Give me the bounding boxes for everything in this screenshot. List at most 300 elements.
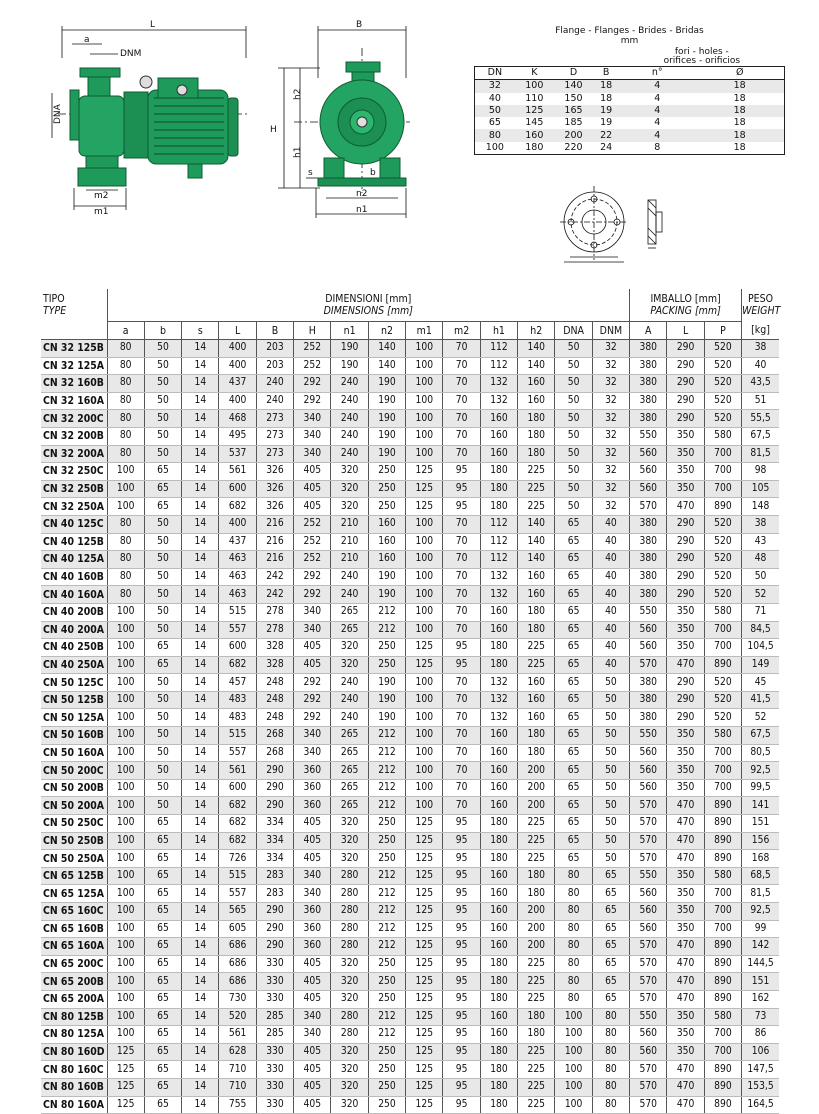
table-cell: 84,5 bbox=[742, 621, 779, 639]
flange-row bbox=[475, 93, 785, 105]
pump-model-name: CN 50 250B bbox=[41, 832, 107, 850]
table-cell: 463 bbox=[219, 568, 256, 586]
table-cell: 71 bbox=[742, 603, 779, 621]
dimension-column-header: b bbox=[144, 322, 181, 340]
pump-model-row bbox=[41, 990, 779, 1008]
table-cell: 14 bbox=[182, 709, 219, 727]
table-cell: 70 bbox=[443, 797, 480, 815]
table-cell: 180 bbox=[518, 621, 555, 639]
table-cell: 280 bbox=[331, 1008, 368, 1026]
table-cell: 14 bbox=[182, 1078, 219, 1096]
table-cell: 380 bbox=[630, 357, 667, 375]
table-cell: 890 bbox=[704, 973, 741, 991]
table-cell: 700 bbox=[704, 639, 741, 657]
table-cell: 80 bbox=[592, 1008, 629, 1026]
table-cell: 45 bbox=[742, 674, 779, 692]
table-cell: 164,5 bbox=[742, 1096, 779, 1114]
table-cell: 14 bbox=[182, 920, 219, 938]
tipo-header bbox=[41, 289, 107, 322]
table-cell: 292 bbox=[294, 392, 331, 410]
table-cell: 50 bbox=[555, 463, 592, 481]
table-cell: 100 bbox=[406, 744, 443, 762]
table-cell: 280 bbox=[331, 938, 368, 956]
dimensions-table bbox=[41, 289, 779, 1114]
table-cell: 890 bbox=[704, 850, 741, 868]
flange-cell: 200 bbox=[554, 129, 593, 141]
table-cell: 65 bbox=[555, 603, 592, 621]
table-cell: 890 bbox=[704, 938, 741, 956]
table-cell: 405 bbox=[294, 955, 331, 973]
table-cell: 225 bbox=[518, 850, 555, 868]
table-cell: 350 bbox=[667, 867, 704, 885]
table-cell: 65 bbox=[555, 674, 592, 692]
table-cell: 212 bbox=[368, 797, 405, 815]
table-cell: 682 bbox=[219, 498, 256, 516]
table-cell: 326 bbox=[256, 463, 293, 481]
table-cell: 14 bbox=[182, 357, 219, 375]
table-cell: 100 bbox=[107, 727, 144, 745]
table-cell: 40 bbox=[592, 515, 629, 533]
pump-model-name: CN 80 160A bbox=[41, 1096, 107, 1114]
table-cell: 65 bbox=[144, 850, 181, 868]
table-cell: 100 bbox=[406, 586, 443, 604]
table-cell: 95 bbox=[443, 903, 480, 921]
table-cell: 14 bbox=[182, 568, 219, 586]
table-cell: 50 bbox=[144, 779, 181, 797]
table-cell: 225 bbox=[518, 639, 555, 657]
dimension-column-header: H bbox=[294, 322, 331, 340]
table-cell: 340 bbox=[294, 885, 331, 903]
table-cell: 320 bbox=[331, 832, 368, 850]
table-cell: 65 bbox=[144, 903, 181, 921]
table-cell: 65 bbox=[555, 797, 592, 815]
table-cell: 200 bbox=[518, 938, 555, 956]
pump-model-row bbox=[41, 1026, 779, 1044]
table-cell: 73 bbox=[742, 1008, 779, 1026]
table-cell: 350 bbox=[667, 445, 704, 463]
table-cell: 14 bbox=[182, 744, 219, 762]
table-cell: 285 bbox=[256, 1008, 293, 1026]
table-cell: 557 bbox=[219, 744, 256, 762]
table-cell: 468 bbox=[219, 410, 256, 428]
table-cell: 65 bbox=[144, 938, 181, 956]
flange-cell: 125 bbox=[515, 105, 554, 117]
table-cell: 65 bbox=[144, 885, 181, 903]
table-cell: 252 bbox=[294, 515, 331, 533]
table-cell: 570 bbox=[630, 656, 667, 674]
table-cell: 212 bbox=[368, 762, 405, 780]
table-cell: 100 bbox=[107, 920, 144, 938]
table-cell: 160 bbox=[518, 674, 555, 692]
table-cell: 144,5 bbox=[742, 955, 779, 973]
pump-model-name: CN 65 200C bbox=[41, 955, 107, 973]
pump-front-view-drawing bbox=[270, 18, 420, 223]
dimensioni-label: DIMENSIONI [mm] bbox=[325, 293, 412, 305]
table-cell: 560 bbox=[630, 1043, 667, 1061]
table-cell: 520 bbox=[704, 586, 741, 604]
table-cell: 190 bbox=[368, 674, 405, 692]
table-cell: 290 bbox=[667, 533, 704, 551]
table-cell: 682 bbox=[219, 797, 256, 815]
table-cell: 225 bbox=[518, 1078, 555, 1096]
table-cell: 95 bbox=[443, 850, 480, 868]
pump-model-name: CN 32 200C bbox=[41, 410, 107, 428]
table-cell: 95 bbox=[443, 815, 480, 833]
table-cell: 290 bbox=[667, 674, 704, 692]
table-cell: 65 bbox=[555, 832, 592, 850]
table-cell: 70 bbox=[443, 691, 480, 709]
table-cell: 580 bbox=[704, 867, 741, 885]
table-cell: 70 bbox=[443, 586, 480, 604]
pump-model-row bbox=[41, 392, 779, 410]
table-cell: 700 bbox=[704, 762, 741, 780]
table-cell: 40 bbox=[592, 568, 629, 586]
table-cell: 890 bbox=[704, 498, 741, 516]
table-cell: 70 bbox=[443, 551, 480, 569]
dimension-column-header: L bbox=[667, 322, 704, 340]
table-cell: 70 bbox=[443, 568, 480, 586]
pump-model-row bbox=[41, 709, 779, 727]
table-cell: 283 bbox=[256, 885, 293, 903]
table-cell: 686 bbox=[219, 955, 256, 973]
table-cell: 560 bbox=[630, 621, 667, 639]
table-cell: 520 bbox=[219, 1008, 256, 1026]
table-cell: 520 bbox=[704, 533, 741, 551]
table-cell: 40 bbox=[592, 621, 629, 639]
table-cell: 600 bbox=[219, 639, 256, 657]
table-cell: 180 bbox=[518, 1008, 555, 1026]
table-cell: 180 bbox=[480, 1096, 517, 1114]
pump-model-name: CN 65 160C bbox=[41, 903, 107, 921]
pump-model-name: CN 50 125C bbox=[41, 674, 107, 692]
table-cell: 200 bbox=[518, 920, 555, 938]
table-cell: 470 bbox=[667, 1096, 704, 1114]
table-cell: 250 bbox=[368, 480, 405, 498]
table-cell: 80 bbox=[555, 867, 592, 885]
table-cell: 98 bbox=[742, 463, 779, 481]
table-cell: 14 bbox=[182, 392, 219, 410]
table-cell: 250 bbox=[368, 1078, 405, 1096]
table-cell: 100 bbox=[107, 498, 144, 516]
table-cell: 350 bbox=[667, 762, 704, 780]
table-cell: 100 bbox=[107, 480, 144, 498]
table-cell: 32 bbox=[592, 427, 629, 445]
table-cell: 360 bbox=[294, 797, 331, 815]
table-cell: 14 bbox=[182, 463, 219, 481]
table-cell: 252 bbox=[294, 357, 331, 375]
dim-label-L: L bbox=[150, 20, 156, 30]
dimension-column-header: L bbox=[219, 322, 256, 340]
table-cell: 125 bbox=[406, 656, 443, 674]
table-cell: 330 bbox=[256, 1078, 293, 1096]
table-cell: 80 bbox=[107, 340, 144, 358]
table-cell: 890 bbox=[704, 955, 741, 973]
table-cell: 50 bbox=[555, 340, 592, 358]
table-cell: 405 bbox=[294, 1078, 331, 1096]
flange-cell: 140 bbox=[554, 80, 593, 93]
table-cell: 100 bbox=[406, 445, 443, 463]
table-cell: 470 bbox=[667, 973, 704, 991]
flange-cell: 110 bbox=[525, 92, 544, 104]
table-cell: 65 bbox=[144, 656, 181, 674]
table-cell: 320 bbox=[331, 498, 368, 516]
table-cell: 405 bbox=[294, 832, 331, 850]
table-cell: 180 bbox=[518, 427, 555, 445]
table-cell: 147,5 bbox=[742, 1061, 779, 1079]
pump-model-row bbox=[41, 533, 779, 551]
table-cell: 180 bbox=[518, 445, 555, 463]
table-cell: 14 bbox=[182, 850, 219, 868]
table-cell: 65 bbox=[592, 867, 629, 885]
flange-cell: 22 bbox=[593, 129, 619, 141]
table-cell: 140 bbox=[518, 533, 555, 551]
pump-model-name: CN 40 125B bbox=[41, 533, 107, 551]
table-cell: 125 bbox=[406, 955, 443, 973]
table-cell: 14 bbox=[182, 533, 219, 551]
table-cell: 140 bbox=[518, 357, 555, 375]
table-cell: 240 bbox=[331, 445, 368, 463]
table-cell: 292 bbox=[294, 691, 331, 709]
table-cell: 483 bbox=[219, 709, 256, 727]
table-cell: 80 bbox=[555, 990, 592, 1008]
pump-model-name: CN 50 160B bbox=[41, 727, 107, 745]
dimension-column-header: h1 bbox=[480, 322, 517, 340]
table-cell: 80,5 bbox=[742, 744, 779, 762]
table-cell: 92,5 bbox=[742, 903, 779, 921]
table-cell: 65 bbox=[592, 990, 629, 1008]
flange-row bbox=[475, 80, 785, 93]
table-cell: 65 bbox=[144, 973, 181, 991]
table-cell: 495 bbox=[219, 427, 256, 445]
table-cell: 160 bbox=[480, 938, 517, 956]
flange-cell: 18 bbox=[695, 129, 784, 141]
table-cell: 40 bbox=[592, 603, 629, 621]
pump-model-row bbox=[41, 1078, 779, 1096]
flange-unit: mm bbox=[620, 36, 639, 46]
table-cell: 14 bbox=[182, 903, 219, 921]
table-cell: 350 bbox=[667, 603, 704, 621]
table-cell: 50 bbox=[144, 340, 181, 358]
table-cell: 470 bbox=[667, 1061, 704, 1079]
table-cell: 50 bbox=[144, 691, 181, 709]
pump-model-row bbox=[41, 903, 779, 921]
table-cell: 290 bbox=[667, 357, 704, 375]
table-cell: 515 bbox=[219, 603, 256, 621]
table-cell: 290 bbox=[667, 709, 704, 727]
pump-model-name: CN 32 250C bbox=[41, 463, 107, 481]
holes-header-line1: fori - holes - bbox=[674, 47, 729, 57]
table-cell: 240 bbox=[331, 674, 368, 692]
table-cell: 682 bbox=[219, 832, 256, 850]
table-cell: 180 bbox=[518, 885, 555, 903]
flange-cell: 32 bbox=[475, 80, 515, 93]
table-cell: 100 bbox=[406, 709, 443, 727]
table-cell: 50 bbox=[592, 691, 629, 709]
table-cell: 100 bbox=[107, 990, 144, 1008]
flange-table bbox=[474, 48, 785, 155]
table-cell: 100 bbox=[406, 691, 443, 709]
table-cell: 561 bbox=[219, 463, 256, 481]
table-cell: 360 bbox=[294, 779, 331, 797]
table-cell: 50 bbox=[555, 445, 592, 463]
table-cell: 212 bbox=[368, 621, 405, 639]
table-cell: 65 bbox=[144, 1078, 181, 1096]
weight-label: WEIGHT bbox=[742, 305, 781, 318]
table-cell: 50 bbox=[592, 762, 629, 780]
dim-label-h1: h1 bbox=[293, 146, 303, 158]
table-cell: 600 bbox=[219, 480, 256, 498]
table-cell: 100 bbox=[406, 568, 443, 586]
table-cell: 350 bbox=[667, 903, 704, 921]
table-cell: 140 bbox=[368, 357, 405, 375]
pump-model-name: CN 32 125A bbox=[41, 357, 107, 375]
pump-model-name: CN 50 250C bbox=[41, 815, 107, 833]
table-cell: 80 bbox=[107, 586, 144, 604]
table-cell: 210 bbox=[331, 515, 368, 533]
table-cell: 100 bbox=[406, 375, 443, 393]
table-cell: 67,5 bbox=[742, 427, 779, 445]
table-cell: 160 bbox=[480, 762, 517, 780]
weight-group-header bbox=[742, 289, 779, 322]
table-cell: 132 bbox=[480, 392, 517, 410]
table-cell: 320 bbox=[331, 463, 368, 481]
table-cell: 65 bbox=[555, 515, 592, 533]
flange-cell: 19 bbox=[593, 105, 619, 117]
table-cell: 80 bbox=[107, 427, 144, 445]
table-cell: 14 bbox=[182, 410, 219, 428]
pump-model-row bbox=[41, 867, 779, 885]
table-cell: 250 bbox=[368, 955, 405, 973]
table-cell: 100 bbox=[406, 340, 443, 358]
table-cell: 180 bbox=[480, 656, 517, 674]
dimensions-group-header bbox=[107, 289, 630, 322]
table-cell: 50 bbox=[144, 603, 181, 621]
table-cell: 570 bbox=[630, 797, 667, 815]
flange-cell: 50 bbox=[475, 105, 515, 117]
table-cell: 140 bbox=[518, 340, 555, 358]
packing-group-header bbox=[630, 289, 742, 322]
table-cell: 334 bbox=[256, 815, 293, 833]
table-cell: 65 bbox=[555, 850, 592, 868]
table-cell: 95 bbox=[443, 498, 480, 516]
table-cell: 280 bbox=[331, 885, 368, 903]
table-cell: 330 bbox=[256, 990, 293, 1008]
table-cell: 50 bbox=[592, 797, 629, 815]
table-cell: 100 bbox=[406, 621, 443, 639]
flange-cell: 18 bbox=[695, 142, 784, 155]
table-cell: 100 bbox=[406, 551, 443, 569]
table-cell: 570 bbox=[630, 850, 667, 868]
table-cell: 99,5 bbox=[742, 779, 779, 797]
pump-model-name: CN 32 160A bbox=[41, 392, 107, 410]
table-cell: 100 bbox=[406, 357, 443, 375]
dim-label-dna: DNA bbox=[53, 104, 63, 124]
table-cell: 560 bbox=[630, 480, 667, 498]
table-cell: 14 bbox=[182, 586, 219, 604]
table-cell: 320 bbox=[331, 955, 368, 973]
table-cell: 180 bbox=[480, 815, 517, 833]
table-cell: 140 bbox=[368, 340, 405, 358]
table-cell: 265 bbox=[331, 779, 368, 797]
table-cell: 190 bbox=[368, 392, 405, 410]
table-cell: 278 bbox=[256, 621, 293, 639]
table-cell: 160 bbox=[480, 1008, 517, 1026]
table-cell: 380 bbox=[630, 586, 667, 604]
table-cell: 40 bbox=[742, 357, 779, 375]
table-cell: 32 bbox=[592, 463, 629, 481]
table-cell: 14 bbox=[182, 1026, 219, 1044]
table-cell: 65 bbox=[592, 903, 629, 921]
table-cell: 557 bbox=[219, 621, 256, 639]
table-cell: 380 bbox=[630, 340, 667, 358]
table-cell: 51 bbox=[742, 392, 779, 410]
table-cell: 190 bbox=[368, 375, 405, 393]
table-cell: 292 bbox=[294, 375, 331, 393]
table-cell: 52 bbox=[742, 586, 779, 604]
dimension-column-header: h2 bbox=[518, 322, 555, 340]
table-cell: 95 bbox=[443, 938, 480, 956]
table-cell: 340 bbox=[294, 1026, 331, 1044]
table-cell: 240 bbox=[331, 427, 368, 445]
table-cell: 405 bbox=[294, 973, 331, 991]
table-cell: 212 bbox=[368, 920, 405, 938]
table-cell: 104,5 bbox=[742, 639, 779, 657]
table-cell: 65 bbox=[555, 551, 592, 569]
pump-model-row bbox=[41, 674, 779, 692]
table-cell: 160 bbox=[518, 586, 555, 604]
table-cell: 248 bbox=[256, 691, 293, 709]
table-cell: 125 bbox=[406, 1008, 443, 1026]
table-cell: 265 bbox=[331, 621, 368, 639]
table-cell: 190 bbox=[331, 340, 368, 358]
table-cell: 70 bbox=[443, 375, 480, 393]
table-cell: 112 bbox=[480, 551, 517, 569]
pump-model-name: CN 50 125A bbox=[41, 709, 107, 727]
table-cell: 520 bbox=[704, 691, 741, 709]
table-cell: 125 bbox=[406, 938, 443, 956]
table-cell: 180 bbox=[480, 990, 517, 1008]
table-cell: 95 bbox=[443, 955, 480, 973]
pump-model-name: CN 40 160A bbox=[41, 586, 107, 604]
table-cell: 40 bbox=[592, 639, 629, 657]
table-cell: 290 bbox=[256, 779, 293, 797]
dimensions-label: DIMENSIONS [mm] bbox=[323, 305, 413, 317]
table-cell: 14 bbox=[182, 797, 219, 815]
table-cell: 151 bbox=[742, 973, 779, 991]
table-cell: 250 bbox=[368, 1043, 405, 1061]
table-cell: 330 bbox=[256, 1061, 293, 1079]
table-cell: 105 bbox=[742, 480, 779, 498]
table-cell: 242 bbox=[256, 568, 293, 586]
table-cell: 557 bbox=[219, 885, 256, 903]
table-cell: 437 bbox=[219, 533, 256, 551]
table-cell: 405 bbox=[294, 463, 331, 481]
table-cell: 463 bbox=[219, 551, 256, 569]
table-cell: 65 bbox=[144, 955, 181, 973]
table-cell: 65 bbox=[592, 938, 629, 956]
pump-model-row bbox=[41, 955, 779, 973]
table-cell: 100 bbox=[555, 1026, 592, 1044]
table-cell: 686 bbox=[219, 973, 256, 991]
table-cell: 125 bbox=[107, 1043, 144, 1061]
table-cell: 50 bbox=[144, 427, 181, 445]
table-cell: 290 bbox=[667, 515, 704, 533]
table-cell: 380 bbox=[630, 691, 667, 709]
table-cell: 160 bbox=[480, 727, 517, 745]
table-cell: 225 bbox=[518, 1043, 555, 1061]
table-cell: 80 bbox=[555, 938, 592, 956]
table-cell: 180 bbox=[480, 973, 517, 991]
